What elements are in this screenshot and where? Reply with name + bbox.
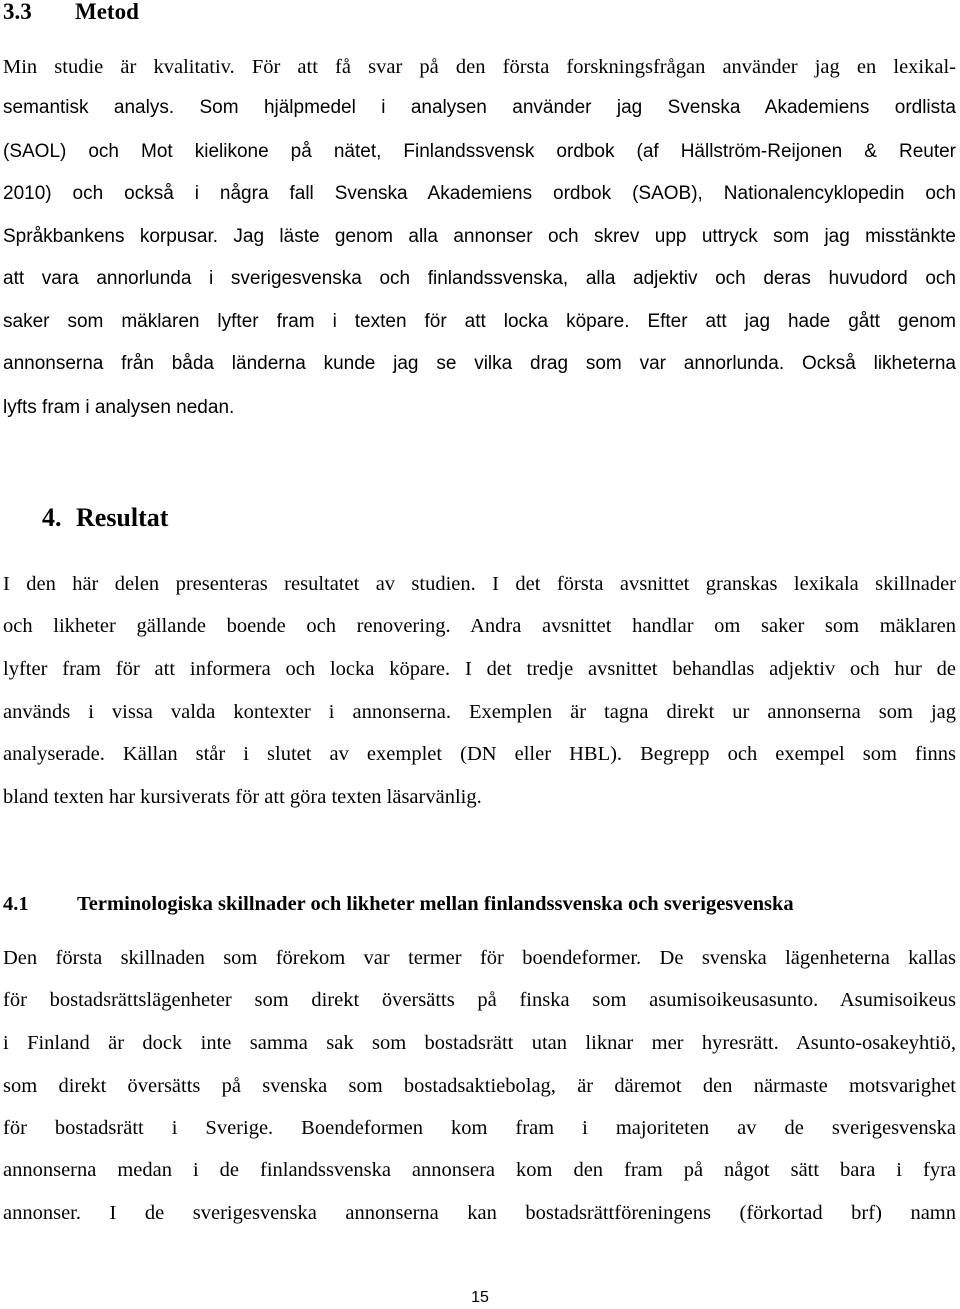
text-line: används i vissa valda kontexter i annonserna. Exemplen är tagna direkt ur annonserna som jag — [3, 701, 956, 723]
text-line: annonser. I de sverigesvenska annonserna kan bostadsrättföreningens (förkortad brf) namn — [3, 1202, 956, 1224]
text-line: som direkt översätts på svenska som bostadsaktiebolag, är däremot den närmaste motsvarighet — [3, 1075, 956, 1097]
text-line: att vara annorlunda i sverigesvenska och finlandssvenska, alla adjektiv och deras huvudord och — [3, 268, 956, 289]
text-line: I den här delen presenteras resultatet av studien. I det första avsnittet granskas lexikala skillnader — [3, 573, 956, 595]
text-line: Den första skillnaden som förekom var termer för boendeformer. De svenska lägenheterna kallas — [3, 947, 956, 969]
text-line: 2010) och också i några fall Svenska Akademiens ordbok (SAOB), Nationalencyklopedin och — [3, 183, 956, 204]
section-title: Terminologiska skillnader och likheter mellan finlandssvenska och sverigesvenska — [77, 893, 794, 915]
section-heading-4 — [42, 503, 168, 533]
text-line: Språkbankens korpusar. Jag läste genom alla annonser och skrev upp uttryck som jag misstänkte — [3, 226, 956, 247]
page-number: 15 — [471, 1289, 489, 1306]
text-line: (SAOL) och Mot kielikone på nätet, Finlandssvensk ordbok (af Hällström-Reijonen & Reuter — [3, 141, 956, 162]
section-title: Metod — [75, 0, 139, 24]
text-line: och likheter gällande boende och renovering. Andra avsnittet handlar om saker som mäklaren — [3, 615, 956, 637]
text-line: för bostadsrättslägenheter som direkt översätts på finska som asumisoikeusasunto. Asumisoikeus — [3, 989, 956, 1011]
text-line: Min studie är kvalitativ. För att få svar på den första forskningsfrågan använder jag en lexikal- — [3, 56, 956, 78]
section-number: 4. — [42, 503, 62, 532]
section-number: 4.1 — [3, 893, 29, 915]
text-line: annonserna från båda länderna kunde jag se vilka drag som var annorlunda. Också likheterna — [3, 353, 956, 374]
text-line: annonserna medan i de finlandssvenska annonsera kom den fram på något sätt bara i fyra — [3, 1159, 956, 1181]
section-heading-3-3 — [3, 0, 139, 25]
text-line: semantisk analys. Som hjälpmedel i analysen använder jag Svenska Akademiens ordlista — [3, 97, 956, 118]
text-line: lyfter fram för att informera och locka köpare. I det tredje avsnittet behandlas adjektiv och hur de — [3, 658, 956, 680]
section-title: Resultat — [76, 503, 169, 532]
text-line: saker som mäklaren lyfter fram i texten för att locka köpare. Efter att jag hade gått genom — [3, 311, 956, 332]
section-heading-4-1 — [3, 893, 794, 916]
text-line: lyfts fram i analysen nedan. — [3, 397, 235, 418]
text-line: bland texten har kursiverats för att göra texten läsarvänlig. — [3, 786, 482, 808]
section-number: 3.3 — [3, 0, 32, 24]
text-line: för bostadsrätt i Sverige. Boendeformen kom fram i majoriteten av de sverigesvenska — [3, 1117, 956, 1139]
text-line: i Finland är dock inte samma sak som bostadsrätt utan liknar mer hyresrätt. Asunto-osakeyhtiö, — [3, 1032, 956, 1054]
text-line: analyserade. Källan står i slutet av exemplet (DN eller HBL). Begrepp och exempel som finns — [3, 743, 956, 765]
